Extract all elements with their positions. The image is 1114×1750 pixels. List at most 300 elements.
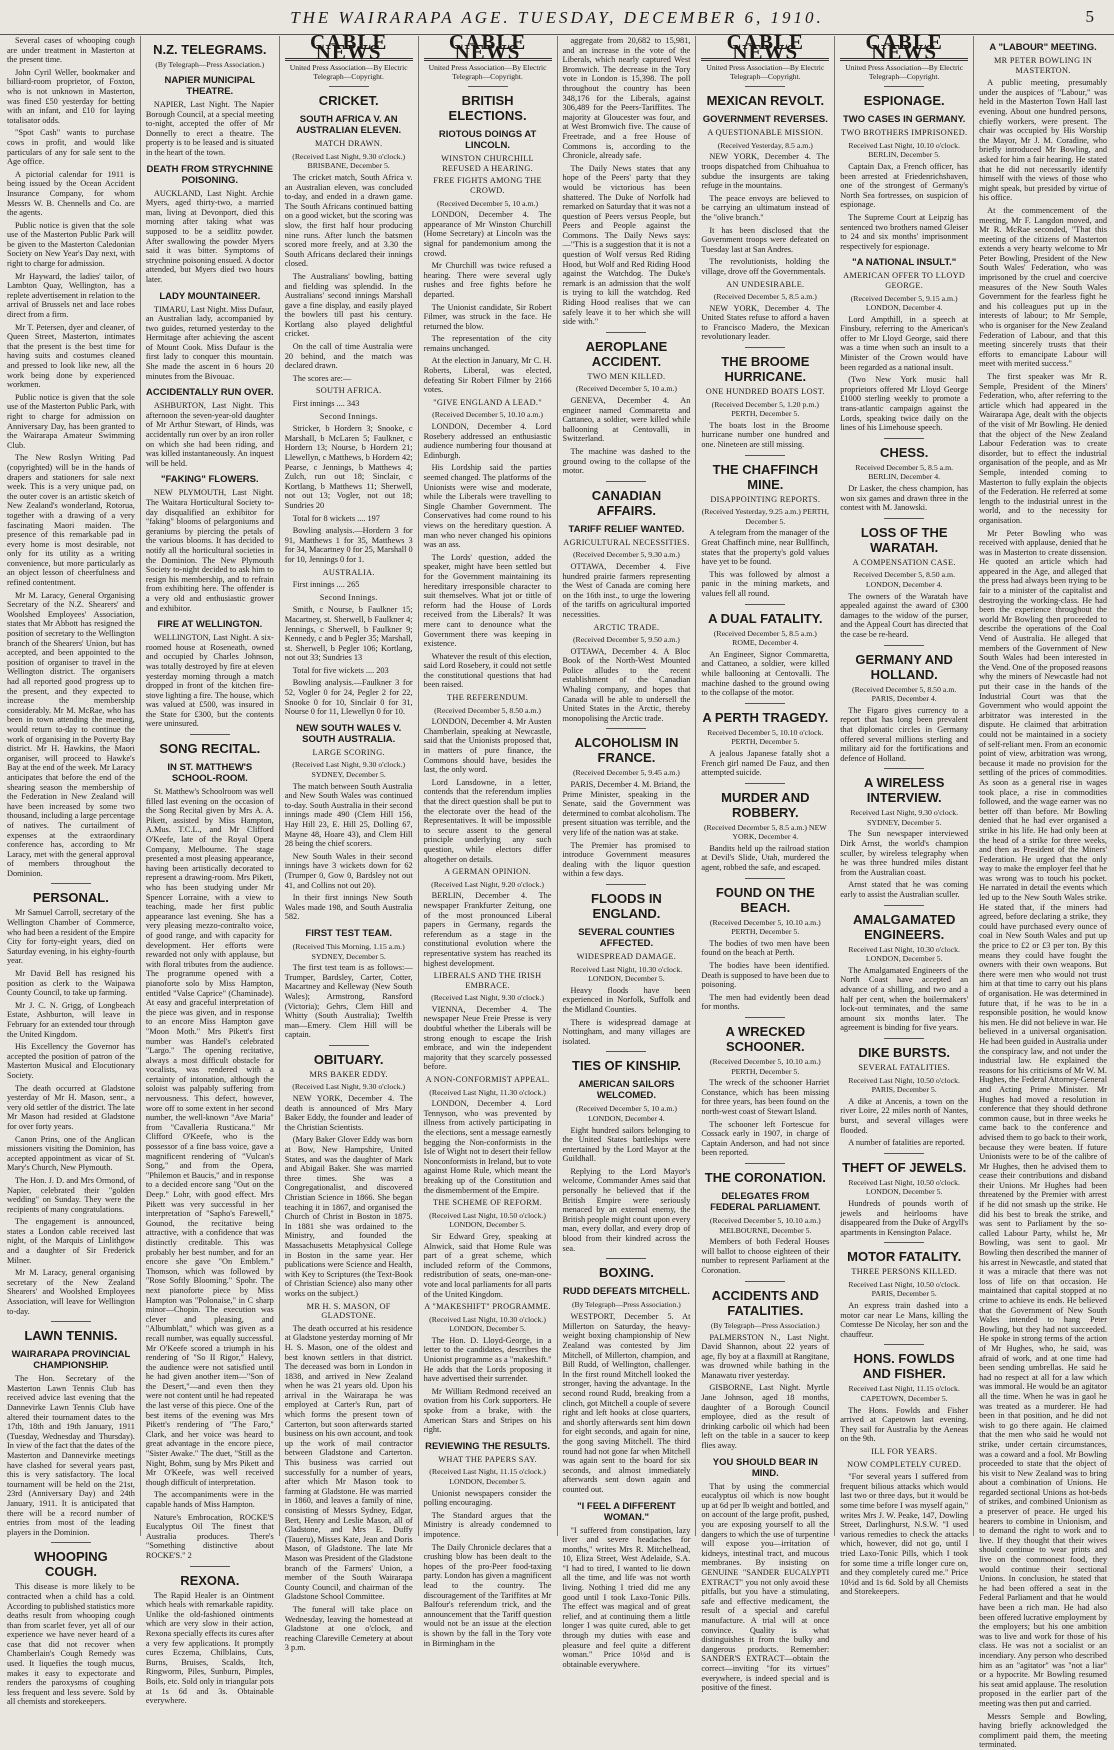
- dateline: (Received December 5, 8.50 a.m.): [434, 705, 542, 715]
- sub-headline: SOUTH AFRICA V. AN AUSTRALIAN ELEVEN.: [296, 114, 402, 137]
- dateline: (Received December 5, 9.50 a.m.): [572, 635, 680, 645]
- article-paragraph: Hundreds of pounds worth of jewels and heirlooms have disappeared from the Duke of Argyll's apartments in Kensington Palace.: [840, 1198, 969, 1237]
- article-paragraph: NEW YORK, December 4. The troops dispatched from Chihuahua to subdue the insurgents are taking refuge in the mountains.: [701, 152, 830, 191]
- byline: United Press Association—By Electric Telegraph—Copyright.: [428, 63, 547, 82]
- minor-headline: AMERICAN OFFER TO LLOYD GEORGE.: [843, 271, 966, 290]
- section-divider: [51, 1542, 91, 1543]
- article-paragraph: The men had evidently been dead for months.: [701, 992, 830, 1012]
- section-headline: ESPIONAGE.: [863, 93, 945, 109]
- article-paragraph: The Figaro gives currency to a report that has long been prevalent that diplomatic circles in Germany offered several millions sterling and military aid for the fortifications and defence of Holland.: [840, 705, 969, 763]
- section-headline: SONG RECITAL.: [159, 741, 261, 757]
- article-paragraph: The first speaker was Mr R. Semple, President of the Miners' Federation, who, after referring to the article which had appeared in the Wairarapa Age, dealt with the objects of the visit of Mr Bowling. He denied that the object of the New Zealand Labour Federation was to create disorder, but to effect the industrial organisation of the people, and as Mr Semple, intended coming to Masterton to fully explain the objects of the Federation. He referred at some length to the industrial unrest in the world, and to the necessity for organisation.: [979, 372, 1107, 525]
- minor-headline: WHAT THE PAPERS SAY.: [438, 1454, 537, 1464]
- cable-news-banner: CABLE NEWS: [701, 38, 829, 61]
- sub-headline: TWO CASES IN GERMANY.: [842, 114, 966, 126]
- sub-headline: NEW SOUTH WALES V. SOUTH AUSTRALIA.: [296, 722, 402, 745]
- section-divider: [606, 728, 646, 729]
- article-paragraph: This disease is more likely to be contracted when a child has a cold. According to published statistics more deaths result from whooping cough than from scarlet fever, yet all of our experience we have never heard of a case that did not recover when Chamberlain's Cough Remedy was used. It liquefies the tough mucus, makes it easy to expectorate and renders the paroxysms of coughing less frequent and less severe. Sold by all chemists and storekeepers.: [7, 1582, 135, 1707]
- sub-headline: ACCIDENTALLY RUN OVER.: [146, 387, 274, 399]
- article-paragraph: LONDON, December 4. Lord Rosebery addressed an enthusiastic audience numbering four thousand at Edinburgh.: [423, 422, 552, 460]
- dateline: (Received December 5, 9.15 a.m.) LONDON, December 4.: [850, 293, 958, 313]
- article-paragraph: OTTAWA, December 4. A Bloc Book of the North-West Mounted Police alludes to the recent establishment of the Canadian Whaling company, and hopes that Canada will be able to undersell the United States in the Arctic, thereby monopolising the Arctic trade.: [562, 646, 691, 723]
- section-headline: AMALGAMATED ENGINEERS.: [853, 911, 956, 942]
- article-paragraph: Canon Prins, one of the Anglican missioners visiting the Dominion, has accepted appointment as vicar of St. Mary's Church, New Plymouth.: [7, 1134, 135, 1173]
- dateline: (Received December 5, 9.45 a.m.): [572, 768, 680, 778]
- article-paragraph: (Mary Baker Glover Eddy was born at Bow, New Hampshire, United States, and was the daughter of Mark and Abigail Baker. She was married three times. She was a Congregationalist, and discovered Christian Science in 1866. She began teaching it in 1867, and organised the Church of Christ in Boston in 1875. In 1881 she was ordained to the Ministry, and founded the Massachusetts Metaphysical College in Boston in the same year. Her publications were Science and Health, with Key to Scriptures (the Text-Book of Christian Science) also many other works on the subject.): [284, 1135, 413, 1298]
- sub-headline: WAIRARAPA PROVINCIAL CHAMPIONSHIP.: [11, 1349, 131, 1372]
- article-paragraph: TIMARU, Last Night. Miss Dufaur, an Australian lady, accompanied by two guides, returned yesterday to the Hermitage after achieving the ascent of Mount Cook. Miss Dufaur is the first lady to conquer this mountain. She made the ascent in 6 hours 20 minutes from the Bivouac.: [145, 304, 274, 381]
- column-5: [558, 36, 697, 1669]
- article-paragraph: The representation of the city remains unchanged.: [423, 334, 552, 353]
- article-paragraph: The revolutionists, holding the village, drove off the Governmentals.: [701, 257, 830, 276]
- dateline: Received Last Night, 10.50 o'clock. PARIS, December 5.: [848, 1075, 960, 1095]
- minor-headline: A NON-CONFORMIST APPEAL.: [425, 1075, 550, 1085]
- minor-headline: AGRICULTURAL NECESSITIES.: [563, 537, 690, 547]
- columns-container: [2, 30, 1112, 1750]
- article-paragraph: Mr Peter Bowling who was received with applause, denied that he was in Masterton to create dissension. He quoted an article which had appeared in the Age, and alleged that the press had always been trying to be fair to a minister of the capitalist and destroying the working-class. He had been the experience throughout the world Mr Bowling then proceeded to describe the operations of the Coal Vend of Australia. He alleged that members of the Government of New South Wales had been interested in the Vend. One of the proposed reasons why the miners of Newcastle had not put their case in the hands of the Industrial Court was that the Government who would appoint the arbitrator was interested in the dispute. He claimed that arbitration could not be maintained in a society of self-reliant men. From an economic point of view, arbitration was wrong, because it made no provision for the settling of the prices of commodities. As soon as a general rise in wages took place, a rise in commodities followed, and the wage earner was no better off than before. Mr Bowling denied that he had ever organised a strike in his life. He had only been at the head of a strike for three weeks, and then as President of the Miners' Federation. He urged that the only way to make the employer feel that he was wrong was to touch his pocket. He narrated in detail the events which led up to the New South Wales strike. He stated that, if the miners had agreed, before declaring a strike, they could have purchased every ounce of coal in New South Wales and put up the price to £2 or £3 per ton. By this means they could have fought the owners with their own weapons. But there were men who would not trust him at that time to carry out his plans of organisation. He was determined in future that, if he was to be in a responsible position, he would know his men. He did not believe in war. He believed in a universal organisation. He had been guided in Australia under the conspiracy law, and not under the industrial law. He explained the reasons for his criticisms of Mr W. M. Hughes, the Federal Attorney-General and Acting Prime Minister. Mr Hughes had moved a resolution in conference that they should dethrone common cause, but in three weeks he came back to the conference and advised them to go back to their work, because they were beaten. If future Unionists were to be of the calibre of Mr Hughes, then he advised them to cease their contributions and disband their Unions. Mr Hughes had been threatened by the Premier with arrest if he did not smash up the strike. He did his best to break the strike, and was sent to Parliament by the so-called Labour Party, whilst he, Mr Bowling, was sent to gaol. Mr Bowling then described the manner of his arrest in Newcastle, and stated that it was a miracle that there was not loss of life on that occasion. He maintained that capital stopped at no crime to achieve its ends. He believed that the Government of New South Wales intended to hang Peter Bowling, but they had not succeeded. He spoke in strong terms of the action of Mr Hughes, who, he said, was afraid of work, and at one time had been sending umbrellas. He said he had no respect at all for a law which was immoral. He would be an agitator all the time. When he was in gaol he was treated as a murderer. He had been in that position, and he did not wish to go there again. He claimed that the men who said he would not strike, under certain circumstances, was a coward and a fool. Mr Bowling proceeded to state that the object of his visit to New Zealand was to bring about a combination of Unions. He regarded sectional Unions as hot-beds of strikes, and combined Unionism as a preserver of peace. He urged his hearers to combine in Unionism, and to demand the right to work and to live. If they thought that their wives should continue to wear prints and live on the commonest food, they would continue their sectional Unions. In conclusion, he stated that he had been offered a seat in the Federal Parliament and that he would have been a rich man. He had also been offered lucrative employment by the employers; but his one ambition was to live and work for those of his class. He was not a socialist or an incendiary. Any person who described him as an "agitator" was "not a liar" or a hypocrite. Mr Bowling resumed his seat amid applause. The resolution proposed in the earlier part of the meeting was then put and carried.: [979, 528, 1107, 1708]
- byline: United Press Association—By Electric Telegraph—Copyright.: [845, 63, 964, 82]
- sub-headline: RIOTOUS DOINGS AT LINCOLN.: [438, 129, 537, 152]
- dateline: (Received Yesterday, 8.5 a.m.): [717, 140, 813, 150]
- section-headline: OBITUARY.: [313, 1051, 384, 1067]
- section-headline: FOUND ON THE BEACH.: [715, 884, 815, 915]
- minor-headline: THREE PERSONS KILLED.: [851, 1267, 957, 1277]
- article-paragraph: At the election in January, Mr C. H. Roberts, Liberal, was elected, defeating Sir Robert Filmer by 2166 votes.: [423, 356, 552, 395]
- sub-headline: FIRST TEST TEAM.: [305, 927, 392, 939]
- minor-headline: THE REFERENDUM.: [447, 693, 529, 703]
- article-paragraph: The death occurred at his residence at Gladstone yesterday morning of Mr H. S. Mason, one of the oldest and best known settlers in that district. The deceased was born in London in 1838, and arrived in New Zealand when he was 21 years old. Upon his arrival in the Wairarapa he was employed at Carter's Run, part of which forms the present town of Carterton, but soon afterwards started business on his own account, and took up the work of mail contractor between Gladstone and Carterton. This business was carried out successfully for a number of years, after which Mr Mason took to farming at Gladstone. He was married in 1860, and leaves a family of nine, consisting of Messrs Sydney, Edgar, Bert, Henry and Leslie Mason, all of Gladstone, and Mrs E. Duffy (Taueru), Misses Kate, Jean and Doris Mason, of Gladstone. The late Mr Mason was President of the Gladstone branch of the Farmers' Union, a member of the South Wairarapa County Council, and chairman of the Gladstone School Committee.: [284, 1323, 413, 1602]
- dateline: Received Last Night, 10.10 o'clock. BERLIN, December 5.: [848, 140, 960, 160]
- minor-headline: ONE HUNDRED BOATS LOST.: [705, 387, 825, 397]
- article-paragraph: Lord Ampthill, in a speech at Finsbury, referring to the American's offer to Mr Lloyd George, said there was a time when such an insult to a Minister of the Crown would have been regarded as a national insult.: [840, 314, 969, 372]
- article-paragraph: OTTAWA, December 4. Five hundred prairie farmers representing the West of Canada are coming here on the 16th inst., to urge the lowering of the tariffs on agricultural imported necessities.: [562, 561, 691, 619]
- section-divider: [745, 1163, 785, 1164]
- article-paragraph: Total for five wickets .... 203: [292, 665, 389, 675]
- column-8: [974, 36, 1112, 1750]
- article-paragraph: The New Roslyn Writing Pad (copyrighted) will be in the hands of drapers and stationers for sale next week. This is a very unique pad, on the outer cover is an artistic sketch of New Zealand's wonderland, Rotorua, together with a drawing of a very fascinating Maori maiden. The presence of this remarkable pad in every home is most desirable, not only for its utility as a writing convenience, but more particularly as an object lesson of cheerfulness and refined contentment.: [7, 453, 135, 588]
- sub-headline: LADY MOUNTAINEER.: [159, 290, 261, 302]
- byline: (By Telegraph—Press Association.): [155, 60, 265, 69]
- sub-headline: YOU SHOULD BEAR IN MIND.: [712, 1456, 818, 1479]
- minor-headline: MATCH DRAWN.: [314, 139, 383, 149]
- article-paragraph: BERLIN, December 4. The newspaper Frankfurter Zeitung, one of the most pronounced Liberal papers in Germany, regards the referendum as a stage in the constitutional evolution where the representative system has reached its highest development.: [423, 891, 552, 968]
- minor-headline: DISAPPOINTING REPORTS.: [710, 494, 821, 504]
- article-paragraph: An Engineer, Signor Commaretta, and Cattaneo, a soldier, were killed while ballooning at Centovalli. The machine dashed to the ground owing to the collapse of the motor.: [701, 649, 830, 698]
- section-headline: ALCOHOLISM IN FRANCE.: [574, 735, 679, 766]
- section-headline: ACCIDENTS AND FATALITIES.: [711, 1287, 819, 1318]
- article-paragraph: The owners of the Waratah have appealed against the award of £300 damages to the widow of the purser, and the Appeal Court has directed that the case be re-heard.: [840, 591, 969, 639]
- section-divider: [884, 1242, 924, 1243]
- article-paragraph: Bandits held up the railroad station at Devil's Slide, Utah, murdered the agent, robbed the safe, and escaped.: [701, 843, 830, 873]
- article-paragraph: The death occurred at Gladstone yesterday of Mr H. Mason, senr., a very old settler of the district. The late Mr Mason had resided at Gladstone for over forty years.: [7, 1083, 135, 1131]
- byline: (By Telegraph—Press Association.): [572, 1300, 681, 1310]
- minor-headline: TWO MEN KILLED.: [587, 371, 666, 381]
- article-paragraph: New South Wales in their second innings have 3 wickets down for 62 (Trumper 0, Gow 0, Bardsley not out 41, and Collins not out 20).: [284, 851, 413, 890]
- article-paragraph: NAPIER, Last Night. The Napier Borough Council, at a special meeting to-night, accepted the offer of Mr Donnelly to erect a theatre. The property is to be leased and is situated in the heart of the town.: [145, 100, 274, 157]
- section-headline: THE CORONATION.: [704, 1169, 826, 1185]
- article-paragraph: Mr William Redmond received an ovation from his Cork supporters. He spoke from a brake, with the American Stars and Stripes on his right.: [423, 1386, 552, 1435]
- sub-headline: TARIFF RELIEF WANTED.: [568, 523, 685, 535]
- section-divider: [606, 332, 646, 333]
- article-paragraph: WESTPORT, December 5. At Millerton on Saturday, the heavy-weight boxing championship of New Zealand was contested by Jim Mitchell, of Millerton, champion, and Bill Rudd, of Wellington, challenger. In the first round Mitchell looked the stronger, having the advantage. In the second round Rudd, breaking from a clinch, got Mitchell a couple of severe right and left hooks at close quarters, and shortly afterwards sent him down for eight seconds, and again for nine, the gong saving Mitchell. The third round had not gone far when Mitchell was again sent to the board for six seconds, and almost immediately afterwards sent down again and counted out.: [562, 1312, 691, 1494]
- article-paragraph: First innings .... 343: [292, 399, 360, 409]
- dateline: (Received December 5, 8.5 a.m.): [713, 292, 817, 302]
- section-headline: THE BROOME HURRICANE.: [721, 354, 810, 385]
- minor-headline: MR PETER BOWLING IN MASTERTON.: [994, 56, 1093, 75]
- dateline: Received Last Night, 10.50 o'clock. LONDON, December 5.: [848, 1177, 960, 1197]
- dateline: (Received December 5, 10.10 a.m.) MELBOURNE, December 5.: [709, 1215, 821, 1235]
- section-headline: A WIRELESS INTERVIEW.: [863, 775, 945, 806]
- sub-headline: REVIEWING THE RESULTS.: [425, 1440, 551, 1452]
- section-divider: [745, 783, 785, 784]
- section-headline: GERMANY AND HOLLAND.: [855, 651, 953, 682]
- article-paragraph: A public meeting, presumably under the auspices of "Labour," was held in the Masterton Town Hall last evening. About one hundred persons, chiefly workers, were present. The chair was occupied by His Worship the Mayor, Mr J. M. Coradine, who briefly introduced Mr Bowling, and asked for him a fair hearing. He stated that he did not necessarily identify himself with the views of those who might speak, but presided by virtue of his office.: [979, 78, 1107, 203]
- article-paragraph: Lord Lansdowne, in a letter, contends that the referendum implies that the direct question shall be put to the electorate over the head of the Representatives. It will be impossible to secure assent to the general principle underlying any such question, while electors differ altogether on details.: [423, 777, 552, 864]
- dateline: (Received Last Night, 9.30 o'clock.) BRISBANE, December 5.: [292, 151, 406, 171]
- column-3: [280, 30, 419, 1653]
- sub-headline: NAPIER MUNICIPAL THEATRE.: [164, 75, 256, 97]
- column-7: [835, 30, 974, 1597]
- dateline: (Received December 5, 8.5 a.m.) ROME, December 4.: [713, 628, 817, 648]
- article-paragraph: LONDON, December 4. Mr Austen Chamberlain, speaking at Newcastle, said that the Unionists proposed that, in matters of pure finance, the Commons should have, besides the last, the only word.: [423, 717, 552, 775]
- minor-headline: MRS BAKER EDDY.: [309, 1069, 388, 1079]
- article-paragraph: Total for 8 wickets .... 197: [292, 513, 380, 523]
- sub-headline: A "LABOUR" MEETING.: [989, 42, 1097, 53]
- section-headline: HONS. FOWLDS AND FISHER.: [853, 1351, 955, 1382]
- article-paragraph: The machine was dashed to the ground owing to the collapse of the motor.: [562, 446, 691, 476]
- section-headline: N.Z. TELEGRAMS.: [153, 42, 267, 57]
- article-paragraph: Mr J. C. N. Grigg, of Longbeach Estate, Ashburton, will leave in February for an extended tour through the United Kingdom.: [7, 1000, 135, 1039]
- article-paragraph: Bowling analysis.—Faulkner 3 for 52, Vogler 0 for 24, Pegler 2 for 22, Snooke 0 for 10, Sinclair 0 for 31, Nourse 0 for 11, Llewellyn 0 for 10.: [284, 678, 413, 717]
- article-paragraph: WELLINGTON, Last Night. A six-roomed house at Roseneath, owned and occupied by Charles Johnson, was totally destroyed by fire at eleven yesterday morning through a match dropped in front of the kitchen fire-stove lighting a fire. The house, which was valued at £500, was insured in the State for £300, but the contents were uninsured.: [145, 633, 274, 729]
- article-paragraph: "Spot Cash" wants to purchase cows in profit, and would like particulars of any for sale sent to the Age office.: [7, 128, 135, 167]
- dateline: (Received Last Night, 9.20 o'clock.): [431, 879, 545, 889]
- section-divider: [329, 86, 369, 87]
- minor-headline: SEVERAL FATALITIES.: [858, 1062, 951, 1072]
- minor-headline: ARCTIC TRADE.: [593, 622, 660, 632]
- dateline: (Received This Morning, 1.15 a.m.) SYDNEY, December 5.: [292, 941, 405, 961]
- article-paragraph: Mr M. Laracy, general organising secretary of the New Zealand Shearers' and Woolshed Employees Association, will leave for Wellington to-day.: [7, 1268, 135, 1316]
- minor-headline: WINSTON CHURCHILL REFUSED A HEARING.: [441, 154, 534, 173]
- article-paragraph: GENEVA, December 4. An engineer named Commaretta and Cattaneo, a soldier, were killed while ballooning at Centovalli, in Switzerland.: [562, 396, 691, 444]
- article-paragraph: That by using the commercial eucalyptus oil which is now bought up at 6d per lb weight and bottled, and on account of the large profit, pushed, you are exposing yourself to all the dangers to which the use of turpentine will expose you—irritation of kidneys, intestinal tract, and mucous membranes. By insisting on GENUINE "SANDER EUCALYPTI EXTRACT" you not only avoid these pitfalls, but you have a stimulating, safe and effective medicament, the result of a special and careful manufacture. A trial will at once convince. Quality is what distinguishes it from the bulky and dangerous products. Remember: SANDER'S EXTRACT—obtain the correct—inviting "for its virtues" everywhere, is indeed special and is positive of the finest.: [701, 1481, 830, 1693]
- sub-headline: IN ST. MATTHEW'S SCHOOL-ROOM.: [167, 762, 253, 785]
- article-paragraph: The bodies have been identified. Death is supposed to have been due to poisoning.: [701, 961, 830, 990]
- section-divider: [606, 1051, 646, 1052]
- dateline: (Received Last Night, 11.30 o'clock.): [429, 1087, 546, 1097]
- article-paragraph: It has been disclosed that the Government troops were defeated on Tuesday last at San Andres.: [701, 225, 830, 254]
- section-divider: [745, 604, 785, 605]
- minor-headline: NOW COMPLETELY CURED.: [847, 1459, 962, 1469]
- minor-headline: FREE FIGHTS AMONG THE CROWD.: [433, 176, 542, 195]
- article-paragraph: NEW YORK, December 4. The United States refuse to afford a haven to Francisco Madero, the Mexican revolutionary leader.: [701, 303, 830, 342]
- article-paragraph: The bodies of two men have been found on the beach at Perth.: [701, 938, 830, 958]
- section-divider: [884, 1344, 924, 1345]
- dateline: Received December 5, 10.10 o'clock. PERTH, December 5.: [707, 727, 824, 747]
- dateline: (Received December 5, 10.10 a.m.) PERTH, December 5.: [709, 917, 821, 937]
- article-paragraph: The Amalgamated Engineers of the North Coast have accepted an advance of a shilling, and two and a half per cent, when the boilermakers' lock-out terminates, and the same amount six months later. The agreement is binding for five years.: [840, 965, 969, 1033]
- dateline: Received December 5, 8.50 a.m. LONDON, December 4.: [853, 570, 956, 589]
- article-paragraph: The Daily News states that any hope of the Peers' party that they would be victorious has been shattered. The Duke of Norfolk had remarked on Saturday that it was not a question of Peers versus People, but Peers and People against the Commons. The Daily News says:—"This is a suggestion that it is not a question of Wolf versus Red Riding Hood, but Wolf and Red Riding Hood against the Watchdog. The Duke's remark is an admission that the wolf is trying to kill the watchdog. Red Riding Hood realises that we can safely leave it to her which she will side with.": [562, 163, 691, 327]
- sub-headline: GOVERNMENT REVERSES.: [702, 114, 828, 126]
- minor-headline: LARGE SCORING.: [312, 747, 385, 757]
- article-paragraph: The Hons. Fowlds and Fisher arrived at Capetown last evening. They sail for Australia by the Aeneas on the 9th.: [840, 1405, 969, 1444]
- section-divider: [884, 1153, 924, 1154]
- article-paragraph: Several cases of whooping cough are under treatment in Masterton at the present time.: [7, 36, 135, 65]
- article-paragraph: On the call of time Australia were 20 behind, and the match was declared drawn.: [284, 342, 413, 371]
- column-2: [141, 36, 280, 1706]
- dateline: (Received December 5, 10 a.m.) LONDON, December 4.: [575, 1104, 677, 1123]
- article-paragraph: Whatever the result of this election, said Lord Rosebery, it could not settle the constitutional questions that had been raised.: [423, 651, 552, 690]
- article-paragraph: Mr David Bell has resigned his position as clerk to the Waipawa County Council, to take up farming.: [7, 969, 135, 998]
- section-divider: [884, 518, 924, 519]
- article-paragraph: Nature's Embrocation, ROCKE'S Eucalyptus Oil The finest that Australia produces. There's "Something distinctive about ROCKE'S." 2: [145, 1512, 274, 1560]
- sub-headline: "A NATIONAL INSULT.": [852, 257, 957, 269]
- dateline: (Received Last Night, 10.30 o'clock.) LONDON, December 5.: [429, 1314, 546, 1334]
- page-number: 5: [1085, 7, 1094, 26]
- section-headline: DIKE BURSTS.: [858, 1044, 951, 1060]
- section-headline: THE CHAFFINCH MINE.: [712, 461, 819, 492]
- article-paragraph: The Standard argues that the Ministry is already condemned to impotence.: [423, 1510, 552, 1539]
- article-paragraph: Arnst stated that he was coming early to assist the Australian sculler.: [840, 880, 969, 900]
- section-headline: FLOODS IN ENGLAND.: [591, 890, 662, 921]
- minor-headline: ILL FOR YEARS.: [871, 1447, 938, 1456]
- article-paragraph: The match between South Australia and New South Wales was continued to-day. South Australia in their second innings made 490 (Clem Hill 156, Hay Hill 23, E. Hill 25, Dolling 67, Mayne 48, Hoare 43), and Clem Hill 28 being the chief scorers.: [284, 781, 413, 849]
- section-divider: [884, 438, 924, 439]
- section-divider: [606, 1258, 646, 1259]
- section-divider: [329, 1045, 369, 1046]
- dateline: (Received December 5, 10.10 a.m.): [432, 410, 543, 420]
- section-headline: REXONA.: [180, 1572, 240, 1588]
- section-headline: BRITISH ELECTIONS.: [448, 93, 527, 124]
- article-paragraph: The Hon. J. D. and Mrs Ormond, of Napier, celebrated their "golden wedding" on Sunday. They were the recipients of many congratulations.: [7, 1175, 135, 1214]
- masthead-title: THE WAIRARAPA AGE. TUESDAY, DECEMBER 6, 1910.: [290, 8, 824, 27]
- dateline: (Received Last Night, 9.30 o'clock.) SYDNEY, December 5.: [292, 760, 406, 780]
- article-paragraph: The Premier has promised to introduce Government measures dealing with the liquor question within a few days.: [562, 840, 691, 879]
- sub-headline: AMERICAN SAILORS WELCOMED.: [578, 1079, 675, 1102]
- sub-headline: DEATH FROM STRYCHNINE POISONING.: [146, 163, 274, 186]
- masthead: [0, 0, 1114, 35]
- byline: United Press Association—By Electric Telegraph—Copyright.: [289, 63, 408, 82]
- dateline: Received Last Night, 9.30 o'clock. SYDNEY, December 5.: [850, 808, 959, 827]
- article-paragraph: Public notice is given that the sole use of the Masterton Public Park will be given to the Masterton Caledonian Society on New Year's Day next, with right to charge for admission.: [7, 220, 135, 269]
- section-headline: WHOOPING COUGH.: [34, 1549, 108, 1580]
- article-paragraph: AUCKLAND, Last Night. Archie Myers, aged thirty-two, a married man, living at Devonport, died this morning after taking what was supposed to be a seidlitz powder. After swallowing the powder Myers said it was bitter. Symptoms of strychnine poisoning ensued. A doctor attended, but Myers died two hours later.: [145, 188, 274, 284]
- section-divider: [745, 1281, 785, 1282]
- sub-headline: FIRE AT WELLINGTON.: [157, 619, 263, 631]
- article-paragraph: "I suffered from constipation, lazy liver and severe headaches for months," writes Mrs R. Mitchelhead, 10, Eliza Street, West Adelaide, S.A. "I had to tired, I wanted to lie down all the time, and life was not worth living. Nothing I tried did me any good until I took Laxo-Tonic Pills. The effect was magical and of great relief, and at continuing them a little longer I was quite cured, able to get through my duties with ease and pleasure and feel quite a different woman." Price 10½d and is obtainable everywhere.: [562, 1525, 691, 1669]
- sub-headline: SEVERAL COUNTIES AFFECTED.: [578, 926, 675, 949]
- article-paragraph: The scores are:—: [292, 373, 352, 383]
- minor-headline: LIBERALS AND THE IRISH EMBRACE.: [433, 971, 542, 990]
- article-paragraph: The wreck of the schooner Harriet Constance, which has been missing for three years, has been found on the north-west coast of Stewart Island.: [701, 1078, 830, 1116]
- minor-headline: AN UNDESIRABLE.: [726, 279, 805, 289]
- minor-headline: SOUTH AFRICA.: [315, 386, 382, 396]
- article-paragraph: His Excellency the Governor has accepted the position of patron of the Masterton Musical and Elocutionary Society.: [7, 1042, 135, 1080]
- article-paragraph: VIENNA, December 4. The newspaper Neue Freie Presse is very doubtful whether the Liberals will be strong enough to escape the Irish embrace, and win the independent majority that they scarcely possessed before.: [423, 1004, 552, 1072]
- section-divider: [884, 645, 924, 646]
- section-headline: A DUAL FATALITY.: [708, 610, 823, 626]
- dateline: (Received December 5, 8.5 a.m.) NEW YORK, December 4.: [703, 822, 827, 842]
- dateline: (Received December 5, 8.50 a.m. PARIS, December 4.: [852, 684, 957, 704]
- article-paragraph: A number of fatalities are reported.: [848, 1138, 965, 1148]
- section-divider: [884, 86, 924, 87]
- section-headline: TIES OF KINSHIP.: [572, 1058, 681, 1074]
- article-paragraph: The Unionist candidate, Sir Robert Filmer, was struck in the face. He returned the blow.: [423, 302, 552, 331]
- article-paragraph: Messrs Semple and Bowling, having briefly acknowledged the compliment paid them, the meeting terminated.: [979, 1711, 1107, 1750]
- dateline: (Received Last Night, 9.30 o'clock.): [431, 993, 545, 1003]
- article-paragraph: Mr Samuel Carroll, secretary of the Wellington Chamber of Commerce, who had been a resident of the Empire City for forty-eight years, died on Saturday evening, in his eighty-fourth year.: [7, 908, 135, 966]
- section-divider: [745, 347, 785, 348]
- article-paragraph: Eight hundred sailors belonging to the United States battleships were entertained by the Lord Mayor at the Guildhall.: [562, 1125, 691, 1164]
- article-paragraph: LONDON, December 4. The appearance of Mr Winston Churchill (Home Secretary) at Lincoln was the signal for pandemonium among the crowd.: [423, 210, 552, 258]
- section-divider: [745, 86, 785, 87]
- article-paragraph: A dike at Ancenis, a town on the river Loire, 22 miles north of Nantes, burst, and several villages were flooded.: [840, 1096, 969, 1135]
- article-paragraph: PARIS, December 4. M. Briand, the Prime Minister, speaking in the Senate, said the Government was determined to combat alcoholism. The present situation was terrible, and the very life of the nation was at stake.: [562, 780, 691, 837]
- article-paragraph: Unionist newspapers consider the polling encouraging.: [423, 1488, 552, 1508]
- article-paragraph: LONDON, December 4. Lord Tennyson, who was prevented by illness from actively participating in the elections, sent a message earnestly begging the Non-conformists in the Isle of Wight not to desert their fellow Nonconformists in Ireland, but to vote against Home Rule, which meant the breaking up of the Constitution and the dismemberment of the Empire.: [423, 1099, 552, 1195]
- section-divider: [745, 455, 785, 456]
- section-headline: MURDER AND ROBBERY.: [721, 789, 810, 820]
- section-divider: [884, 1038, 924, 1039]
- article-paragraph: The Supreme Court at Leipzig has sentenced two brothers named Gleiser to 24 and six months' imprisonment respectively for espionage.: [840, 212, 969, 251]
- article-paragraph: Sir Edward Grey, speaking at Alnwick, said that Home Rule was part of a great scheme, which included reform of the Commons, redistribution of seats, one-man-one-vote and local parliaments for all parts of the United Kingdom.: [423, 1231, 552, 1299]
- sub-headline: "FAKING" FLOWERS.: [160, 474, 259, 486]
- byline: (By Telegraph—Press Association.): [710, 1320, 820, 1330]
- minor-headline: MR H. S. MASON, OF GLADSTONE.: [306, 1301, 391, 1321]
- section-headline: LAWN TENNIS.: [24, 1328, 118, 1344]
- section-divider: [745, 703, 785, 704]
- article-paragraph: Public notice is given that the sole use of the Masterton Public Park, with right to charge for admission on Anniversary Day, has been granted to the Wairarapa Amateur Swimming Club.: [7, 392, 135, 450]
- article-paragraph: "For several years I suffered from frequent bilious attacks which would last two or three days, but it would be some time before I was myself again," writes Mrs J. W. Peake, 147, Dowling Street, Darlinghurst, N.S.W. "I used various remedies to check the attacks which, however, did not go, until I tried Laxo-Tonic Pills, which I took for some time a trifle longer cure on, and they completely cured me." Price 10½d and 1s 6d. Sold by all Chemists and Storekeepers.: [840, 1472, 969, 1597]
- section-headline: CHESS.: [879, 444, 929, 460]
- minor-headline: Second Innings.: [319, 411, 378, 421]
- section-headline: CRICKET.: [318, 93, 379, 109]
- article-paragraph: Captain Dax, a French officer, has been arrested at Friedenrichshaven, one of the strongest of Germany's North Sea fortresses, on suspicion of espionage.: [840, 161, 969, 210]
- article-paragraph: The accompaniments were in the capable hands of Miss Hampton.: [145, 1490, 274, 1509]
- section-headline: A WRECKED SCHOONER.: [725, 1024, 806, 1054]
- column-6: [696, 30, 835, 1693]
- sub-headline: RUDD DEFEATS MITCHELL.: [562, 1286, 690, 1298]
- article-paragraph: First innings .... 265: [292, 580, 360, 590]
- byline: United Press Association—By Electric Telegraph—Copyright.: [706, 63, 825, 82]
- article-paragraph: The Lords' question, added the speaker, might have been settled but for the Government maintaining its hereditary irresponsible character to suit themselves. What jot or tittle of reform had the House of Lords received from the Liberals? It was mere cant to denounce what the Government there was keeping in existence.: [423, 552, 552, 649]
- dateline: (Received Last Night, 9.30 o'clock.): [292, 1082, 406, 1092]
- article-paragraph: GISBORNE, Last Night. Myrtle Jane Johnson, aged 18 months, daughter of a Borough Council employee, died as the result of drinking carbolic oil which had been left on the table in a saucer to keep flies away.: [701, 1383, 830, 1451]
- article-paragraph: The schooner left Fortescue for Cossack early in 1907, in charge of Captain Anderson, and had not since been reported.: [701, 1119, 830, 1158]
- article-paragraph: St. Matthew's Schoolroom was well filled last evening on the occasion of the Song Recital given by Mrs A. A. Pikett, assisted by Miss Hampton, A.Mus. T.C.L., and Mr Clifford O'Keefe, late of the Royal Opera Company, Melbourne. The stage presented a most pleasing appearance, having been artistically decorated to represent a drawing-room. Mrs Pikett, who has been studying under Mr Spencer Lorraine, with a view to teaching, made her first public appearance last evening. She has a very pleasing mezzo-contralto voice, of good range, and with capacity for development. Her efforts were rewarded not only with applause, but with floral tributes from the audience. The programme opened with a pianoforte solo by Miss Hampton, entitled "Valse Caprice" (Chaminade). At easy and graceful interpretation of the piece was given, and in response to an encore Miss Hampton gave "Moon Moth." Mrs Pikett's first number was Handel's celebrated "Largo." The opening recitative, always a most difficult obstacle for vocalists, was rendered with a certainty of intonation, although the soloist was palpably suffering from nervousness. This defect, however, wore off to some extent in her second number, the well-known "Ave Maria" from "Cavalleria Rusticana." Mr Clifford O'Keefe, who is the possessor of a fine bass voice, gave a magnificent rendering of "Vulcan's Song," and from the Opera, "Philemon et Baucis," and in response to a decided encore sang "Out on the Deep." Lohr, with good effect. Mrs Pikett was very successful in her interpretation of "Sapho's Farewell," Gounod, the recitative being attractive, with a confidence that was distinctly creditable. This was probably her best number, and for an encore she gave "On Emblem." Thomson, which was followed by "Rose Softly Blooming." Spohr. The next pianoforte piece by Miss Hampton was "Polonaise," in C sharp minor—Chopin. The execution was clever and pleasing, and "Albumblatt," which was given as a recall number, was equally successful. Mr O'Keefe scored a triumph in his rendering of "So II Rigor," Halevy, the audience were not satisfied until he had given another item—"Son of the Desert,"—and even then they were not content until he had repeated the last verse of this piece. One of the best items of the evening was Mrs Pikett's rendering of "The Faro," Clark, and her voice was heard to great advantage in the encore piece, "Sister Awake." The duet, "Still as the Night, Bohm, sung by Mrs Pikett and Mr O'Keefe, was well received though difficult of interpretation.: [145, 787, 274, 1487]
- article-paragraph: The Rapid Healer is an Ointment which heals with remarkable rapidity. Unlike the old-fashioned ointments which are very slow in their action, Rexona specially effects its cures after a very few applications. It promptly cures Eczema, Chilblains, Cuts, Burns, Bruises, Scalds, Itch, Ringworm, Piles, Sunburn, Pimples, Boils, etc. Sold only in triangular pots at 1s 6d and 3s. Obtainable everywhere.: [145, 1590, 274, 1706]
- column-1: [2, 36, 141, 1707]
- article-paragraph: Members of both Federal Houses will ballot to choose eighteen of their number to represent Parliament at the Coronation.: [701, 1237, 830, 1275]
- section-divider: [190, 1566, 230, 1567]
- dateline: Received Last Night, 10.30 o'clock. LONDON, December 5.: [848, 944, 960, 964]
- cable-news-banner: CABLE NEWS: [285, 38, 413, 61]
- section-headline: THEFT OF JEWELS.: [842, 1159, 967, 1175]
- minor-headline: A COMPENSATION CASE.: [852, 557, 956, 567]
- article-paragraph: A telegram from the manager of the Great Chaffinch mine, near Bullfinch, states that the property's gold values have yet to be found.: [701, 528, 830, 567]
- article-paragraph: Smith, c Nourse, b Faulkner 15; Macartney, st. Sherwell, b Faulkner 4; Jennings, c Sherwell, b Faulkner 9; Kennedy, c and b Pegler 35; Marshall, st. Sherwell, b Pegler 106; Kortlang, not out 33; Sundries 13: [284, 605, 413, 663]
- section-headline: LOSS OF THE WARATAH.: [860, 524, 948, 555]
- article-paragraph: The first test team is as follows:—Trumper, Bardsley, Carter, Cotter, Macartney and Kelleway (New South Wales); Armstrong, Ransford (Victoria); Gehrs, Clem Hill and Whitty (South Australia); Twelfth man—Emery. Clem Hill will be captain.: [284, 963, 413, 1040]
- article-paragraph: An express train dashed into a motor car near Le Mans, killing the Comtesse De Nicolay, her son and the chauffeur.: [840, 1301, 969, 1339]
- article-paragraph: Dr Lasker, the chess champion, has won six games and drawn three in the contest with M. Janowski.: [840, 484, 969, 513]
- article-paragraph: In their first innings New South Wales made 198, and South Australia 582.: [284, 893, 413, 922]
- article-paragraph: John Cyril Weller, bookmaker and billiard-room proprietor, of Foxton, who is not unknown in Masterton, was fined £50 yesterday for betting with an infant, and £10 for laying totalisator odds.: [7, 67, 135, 125]
- section-divider: [745, 1017, 785, 1018]
- article-paragraph: Heavy floods have been experienced in Norfolk, Suffolk and the Midland Counties.: [562, 985, 691, 1014]
- section-divider: [884, 768, 924, 769]
- article-paragraph: This was followed by almost a panic in the mining markets, and values fell all round.: [701, 569, 830, 598]
- article-paragraph: The engagement is announced, states a London cable received last night, of the Marquis of Linlithgow and a daughter of Sir Frederick Milner.: [7, 1217, 135, 1265]
- cable-news-banner: CABLE NEWS: [840, 38, 968, 61]
- article-paragraph: The Hon. D. Lloyd-George, in a letter to the candidates, describes the Unionist programme as a "makeshift." He adds that the Lords proposing it have advertised their surrender.: [423, 1335, 552, 1384]
- minor-headline: A GERMAN OPINION.: [444, 867, 532, 877]
- minor-headline: THE SCHEME OF REFORM.: [433, 1198, 543, 1208]
- section-headline: AEROPLANE ACCIDENT.: [585, 338, 668, 369]
- article-paragraph: The cricket match, South Africa v. an Australian eleven, was concluded to-day, and ended in a drawn game. The South Africans continued batting on a good wicket, but the scoring was slow, the first half hour producing nine runs. After lunch the batsmen scored more freely, and at 3.30 the South Africans declared their innings closed.: [284, 172, 413, 269]
- minor-headline: WIDESPREAD DAMAGE.: [576, 951, 677, 961]
- minor-headline: TWO BROTHERS IMPRISONED.: [841, 128, 968, 138]
- article-paragraph: Stricker, b Hordern 3; Snooke, c Marshall, b McLaren 5; Faulkner, c Hordern 13; Nourse, b Hordern 21; Llewellyn, c Matthews, b Hordern 42; Pearse, c Jennings, b Matthews 4; Zulch, run out 18; Sinclair, c Kortlang, b Matthews 11; Sherwell, not out 13; Vogler, not out 18; Sundries 20: [284, 424, 413, 510]
- cable-news-banner: CABLE NEWS: [424, 38, 552, 61]
- section-divider: [606, 884, 646, 885]
- article-paragraph: The peace envoys are believed to be carrying an ultimatum instead of the "olive branch.": [701, 193, 830, 222]
- section-divider: [468, 86, 508, 87]
- minor-headline: "GIVE ENGLAND A LEAD.": [433, 397, 542, 407]
- article-paragraph: At the commencement of the meeting, Mr F. Langdon moved, and Mr R. McRae seconded, "That this meeting of the citizens of Masterton extends a very hearty welcome to Mr Peter Bowling, President of the New South Wales' Federation, who was imprisoned by the cruel and coercive measures of the New South Wales Government for the fearless fight he and his colleagues put up in the interests of labour; to Mr Semple, who is organiser for the New Zealand Federation of Labour, and that this meeting sincerely trusts that their efforts to emancipate Labour will meet with merited success.": [979, 205, 1107, 369]
- section-divider: [606, 481, 646, 482]
- article-paragraph: The Australians' bowling, batting and fielding was splendid. In the Australians' second innings Marshall gave a fine display, and easily played the bowlers till past his century. Kortlang also played delightful cricket.: [284, 271, 413, 339]
- minor-headline: AUSTRALIA.: [322, 567, 375, 577]
- minor-headline: A "MAKESHIFT" PROGRAMME.: [424, 1302, 551, 1312]
- dateline: (Received December 5, 10.10 a.m.) PERTH, December 5.: [709, 1057, 821, 1076]
- dateline: Received December 5, 8.5 a.m. BERLIN, December 4.: [855, 462, 954, 482]
- article-paragraph: Mr T. Petersen, dyer and cleaner, of Queen Street, Masterton, intimates that the present is the best time for having suits and costumes cleaned and pressed to look like new, all the work being done by experienced workmen.: [7, 322, 135, 390]
- dateline: (Received Last Night, 10.50 o'clock.) LONDON, December 5.: [429, 1210, 546, 1230]
- article-paragraph: A pictorial calendar for 1911 is being issued by the Ocean Accident Insurance Company, for whom Messrs W. B. Chennells and Co. are the agents.: [7, 169, 135, 218]
- section-divider: [190, 734, 230, 735]
- article-paragraph: The Hon. Secretary of the Masterton Lawn Tennis Club has received advice last evening that the Dannevirke Lawn Tennis Club have altered their tournament dates to the 17th, 18th and 19th January, 1911 (Tuesday, Wednesday and Thursday). In view of the fact that the dates of the Masterton and Dannevirke meetings have clashed for several years past, this is very satisfactory. The local tournament will be held on the 21st, 23rd (Anniversary Day) and 24th January, 1911. It is anticipated that there will be a record number of entries from most of the leading players in the Dominion.: [7, 1374, 135, 1537]
- article-paragraph: The boats lost in the Broome hurricane number one hundred and one. Nineteen are still missing.: [701, 420, 830, 450]
- article-paragraph: aggregate from 20,682 to 15,981, and an increase in the vote of the Liberals, which nearly captured West Bromwich. The decrease in the Tory vote in London is 15,398. The poll throughout the country has been 348,176 for the Liberals, against 306,489 for the Peers-Tariffites. The majority at Gloucester was four, and at West Bromwich five. The cause of Freetrade, and a free House of Commons is, according to the Chronicle, already safe.: [562, 36, 691, 161]
- minor-headline: Second Innings.: [319, 592, 378, 602]
- dateline: (Received December 5, 10 a.m.): [575, 384, 677, 394]
- article-paragraph: Bowling analysis.—Hordern 3 for 91, Matthews 1 for 35, Matthews 3 for 34, Macartney 0 for 25, Marshall 0 for 10, Jennings 0 for 1.: [284, 526, 413, 564]
- dateline: Received Last Night, 10.30 o'clock. LONDON, December 5.: [570, 964, 683, 984]
- article-paragraph: Mr M. Laracy, General Organising Secretary of the N.Z. Shearers' and Woolshed Employees' Association, states that Mr Abbott has resigned the position of secretary to the Wellington branch of the Shearers' Union, but has accepted, and been appointed to the position of organiser to travel in the Wellington district. The organisers had all reported good progress up to the present, and they expected to increase the membership considerably. Mr M. McRae, who has been in town attending the meeting, would return to-day to continue the work of organising in the Poverty Bay district. Mr H. Hawkins, the Maori organiser, will proceed to Hawke's Bay at the end of the week. Mr Laracy anticipates that before the end of the shearing season the membership of the Federation in New Zealand will have been increased by some two thousand, including a large percentage of natives. The curtailment of expenses at the extraordinary conference has, according to Mr Laracy, met with the general approval of members throughout the Dominion.: [7, 590, 135, 878]
- article-paragraph: (Two New York music hall proprietors offered Mr Lloyd George £1000 sterling weekly to promote a trans-atlantic campaign against the Lords, speaking twice daily on the lines of his Limehouse speech.: [840, 375, 969, 433]
- article-paragraph: Replying to the Lord Mayor's welcome, Commander Ames said that personally he believed that if the British Empire were seriously menaced by an external enemy, the British people might count upon every man, every dollar, and every drop of blood from their kindred across the sea.: [562, 1166, 691, 1253]
- sub-headline: DELEGATES FROM FEDERAL PARLIAMENT.: [710, 1190, 821, 1213]
- article-paragraph: Mr Hayward, the ladies' tailor, of Lambton Quay, Wellington, has a replete advertisement in relation to the arrival of Brussels net and lace robes direct from a firm.: [7, 271, 135, 320]
- section-headline: CANADIAN AFFAIRS.: [591, 487, 662, 518]
- article-paragraph: There is widespread damage at Nottingham, and many villages are isolated.: [562, 1017, 691, 1046]
- dateline: Received Last Night, 11.15 o'clock. CAPETOWN, December 5.: [848, 1384, 960, 1404]
- section-divider: [884, 905, 924, 906]
- article-paragraph: Mr Churchill was twice refused a hearing. There were several ugly rushes and free fights before he departed.: [423, 261, 552, 299]
- article-paragraph: A jealous Japanese fatally shot a French girl named De Fauz, and then attempted suicide.: [701, 748, 830, 778]
- column-4: [419, 30, 558, 1648]
- section-divider: [51, 883, 91, 884]
- article-paragraph: The funeral will take place on Wednesday, leaving the homestead at Gladstone at one o'clock, and reaching Clareville Cemetery at about 3 p.m.: [284, 1604, 413, 1653]
- article-paragraph: NEW YORK, December 4. The death is announced of Mrs Mary Baker Eddy, the founder and leader of the Christian Scientists.: [284, 1094, 413, 1132]
- article-paragraph: The Daily Chronicle declares that a crushing blow has been dealt to the hopes of the pro-Peer food-taxing party. London has given a magnificent lead to the country. The discouragement of the Tariffites at Mr Balfour's referendum trick, and the announcement that the Tariff question would not be an issue at the election is shown by the fall in the Tory vote in Birmingham in the: [423, 1542, 552, 1648]
- section-headline: PERSONAL.: [33, 890, 109, 906]
- article-paragraph: ASHBURTON, Last Night. This afternoon the seven-year-old daughter of Mr Arthur Stewart, of Hinds, was accidentally run over by an iron roller on which she had been riding, and was killed instantaneously. An inquest will be held.: [145, 401, 274, 468]
- minor-headline: A QUESTIONABLE MISSION.: [707, 128, 824, 138]
- sub-headline: "I FEEL A DIFFERENT WOMAN.": [577, 1500, 676, 1523]
